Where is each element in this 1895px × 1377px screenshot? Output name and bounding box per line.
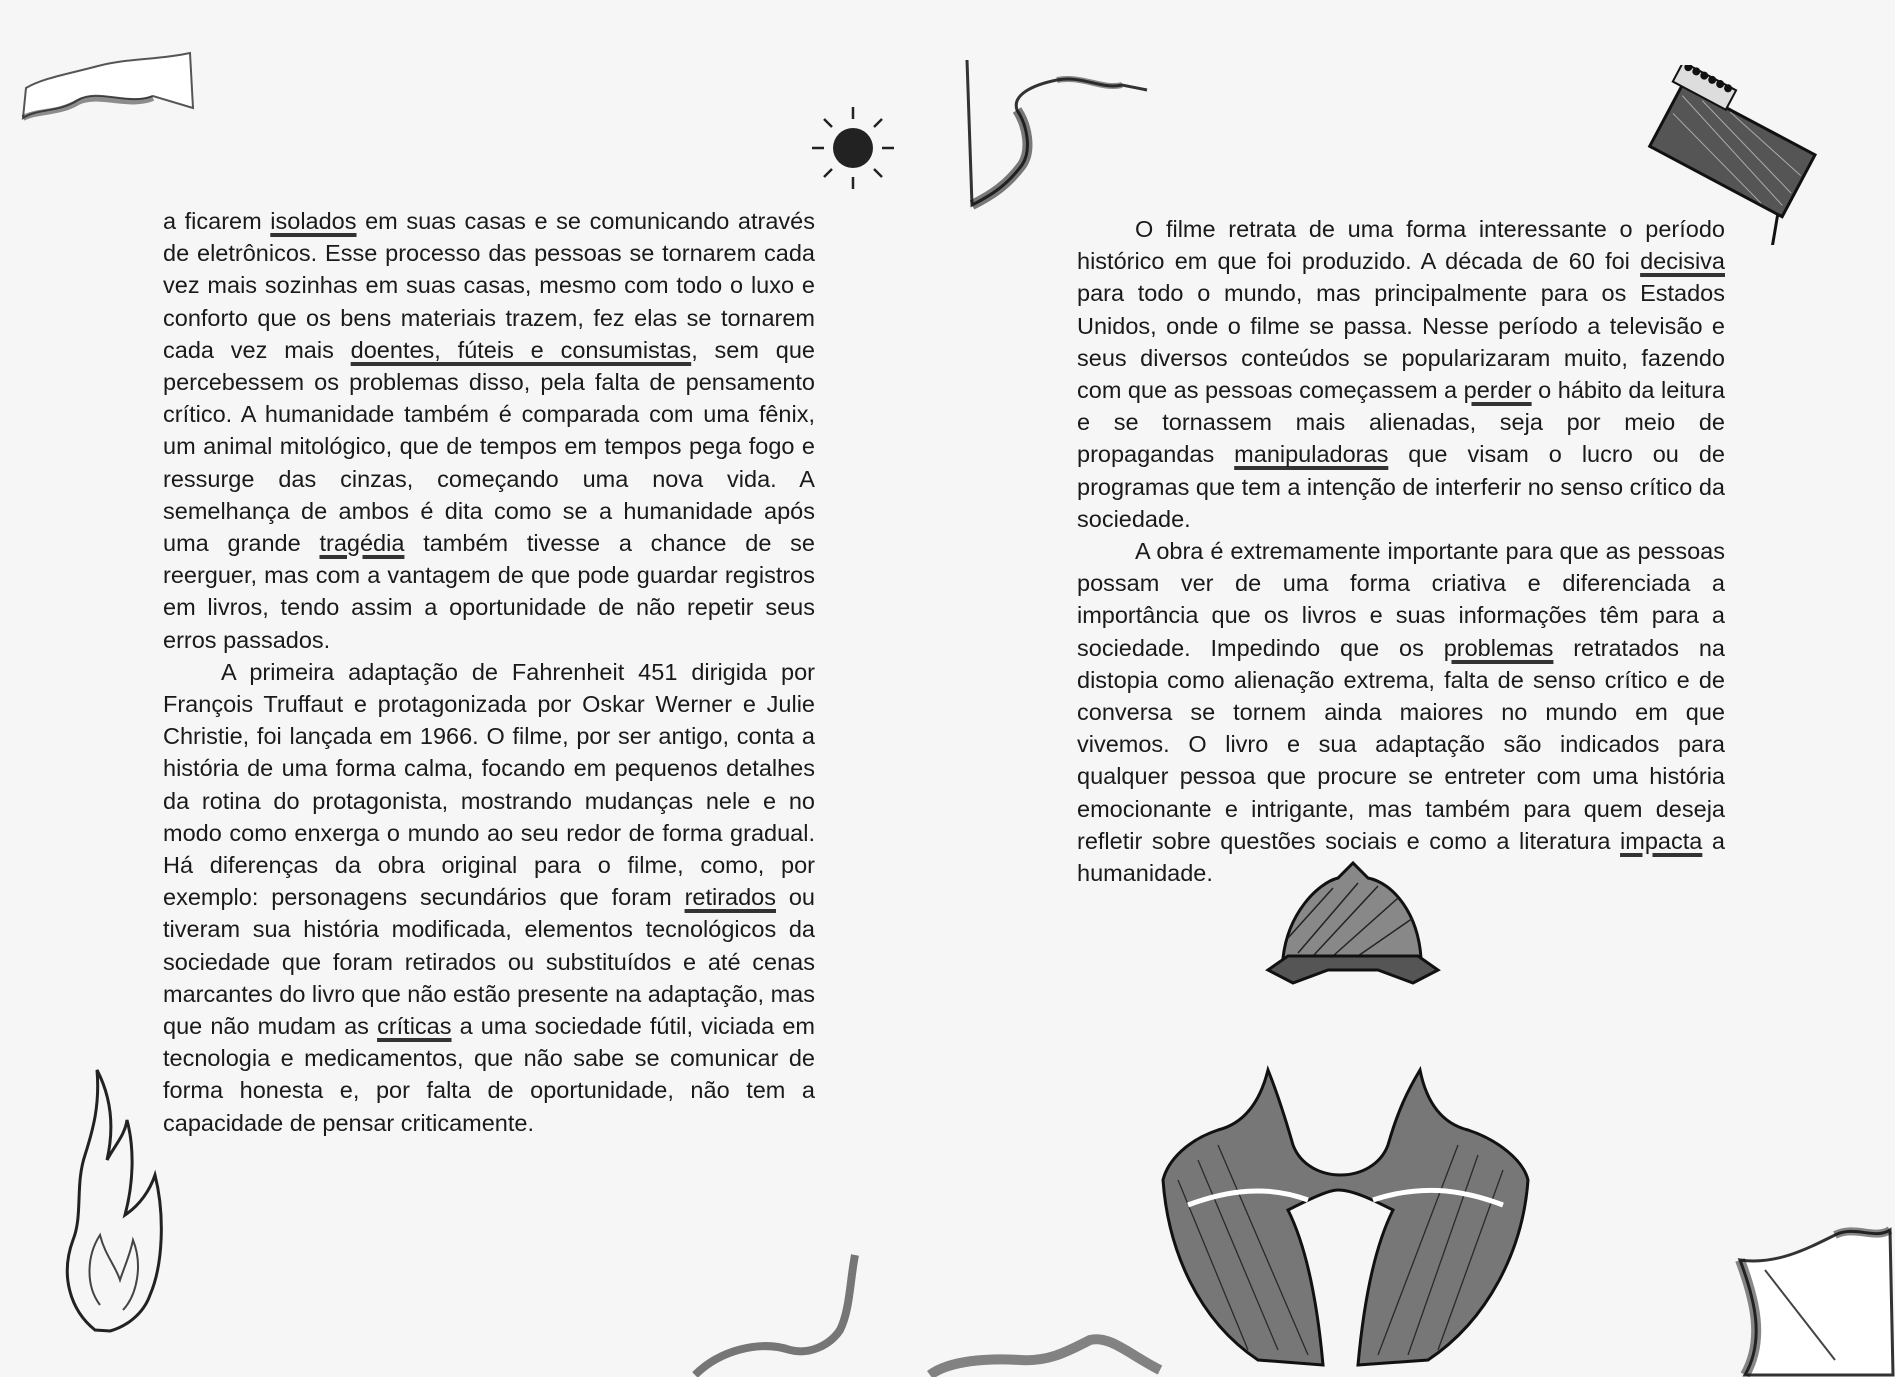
underlined-keyword: manipuladoras bbox=[1234, 441, 1389, 468]
text-segment: retratados na distopia como alienação extrema, falta de senso crítico e de conversa se tornem ainda maiores no mundo em que vivemos. O livro e sua adaptação são indicados para qualquer pessoa que procure se entreter com uma história emocionante e intrigante, mas também para quem deseja refletir sobre questões sociais e como a literatura bbox=[1077, 634, 1725, 854]
paragraph bbox=[1077, 213, 1725, 535]
firefighter-jacket-icon bbox=[1158, 1050, 1538, 1370]
underlined-keyword: retirados bbox=[684, 884, 776, 911]
underlined-keyword: impacta bbox=[1620, 827, 1703, 854]
paragraph bbox=[163, 205, 815, 656]
text-segment: o hábito da leitura e se tornassem mais alienadas, seja por meio de propagandas bbox=[1077, 377, 1725, 468]
paragraph bbox=[163, 656, 815, 1139]
underlined-keyword: decisiva bbox=[1640, 248, 1725, 275]
text-segment: ou tiveram sua história modificada, elementos tecnológicos da sociedade que foram retirados ou substituídos e até cenas marcantes do livro que não estão presente na adaptação, mas que não mudam as bbox=[163, 884, 816, 1040]
text-segment: em suas casas e se comunicando através de eletrônicos. Esse processo das pessoas se tornarem cada vez mais sozinhas em suas casas, mesmo com todo o luxo e conforto que os bens materiais trazem, fez elas se tornarem cada vez mais bbox=[163, 208, 815, 363]
underlined-keyword: críticas bbox=[377, 1013, 452, 1040]
flame-icon bbox=[55, 1065, 170, 1335]
burnt-edge-bottom-center-icon bbox=[690, 1240, 1170, 1377]
burnt-corner-bottom-right-icon bbox=[1725, 1210, 1895, 1377]
sun-icon bbox=[808, 103, 898, 193]
burnt-corner-top-left-icon bbox=[18, 48, 198, 138]
underlined-keyword: tragédia bbox=[319, 530, 405, 557]
text-segment: para todo o mundo, mas principalmente para os Estados Unidos, onde o filme se passa. Nesse período a televisão e seus diversos conteúdos se popularizaram muito, fazendo com que as pessoas começassem a bbox=[1077, 280, 1725, 404]
text-segment: a uma sociedade fútil, viciada em tecnologia e medicamentos, que não sabe se comunicar de forma honesta e, por falta de oportunidade, não tem a capacidade de pensar criticamente. bbox=[163, 1013, 815, 1136]
right-text-column bbox=[1077, 213, 1725, 889]
left-text-column bbox=[163, 205, 815, 1139]
underlined-keyword: problemas bbox=[1443, 634, 1554, 661]
text-segment: também tivesse a chance de se reerguer, mas com a vantagem de que pode guardar registros em livros, tendo assim a oportunidade de não repetir seus erros passados. bbox=[163, 530, 816, 653]
paragraph bbox=[1077, 535, 1725, 889]
text-segment: a ficarem bbox=[163, 208, 271, 234]
underlined-keyword: perder bbox=[1463, 377, 1532, 404]
text-segment: , sem que percebessem os problemas disso, pela falta de pensamento crítico. A humanidade também é comparada com uma fênix, um animal mitológico, que de tempos em tempos pega fogo e ressurge das cinzas, começando uma nova vida. A semelhança de ambos é dita como se a humanidade após uma grande bbox=[163, 336, 815, 557]
burnt-corner-top-center-icon bbox=[962, 55, 1152, 215]
text-segment: a humanidade. bbox=[1077, 827, 1725, 887]
text-segment: que visam o lucro ou de programas que tem a intenção de interferir no senso crítico da sociedade. bbox=[1077, 441, 1725, 532]
text-segment: O filme retrata de uma forma interessante o período histórico em que foi produzido. A década de 60 foi bbox=[1077, 216, 1725, 275]
text-segment: A primeira adaptação de Fahrenheit 451 dirigida por François Truffaut e protagonizada por Oskar Werner e Julie Christie, foi lançada em 1966. O filme, por ser antigo, conta a história de uma forma calma, focando em pequenos detalhes da rotina do protagonista, mostrando mudanças nele e no modo como enxerga o mundo ao seu redor de forma gradual. Há diferenças da obra original para o filme, como, por exemplo: personagens secundários que foram bbox=[163, 658, 815, 911]
underlined-keyword: doentes, fúteis e consumistas bbox=[350, 336, 692, 363]
underlined-keyword: isolados bbox=[270, 208, 357, 234]
text-segment: A obra é extremamente importante para que as pessoas possam ver de uma forma criativa e diferenciada a importância que os livros e suas informações têm para a sociedade. Impedindo que os bbox=[1077, 538, 1725, 661]
